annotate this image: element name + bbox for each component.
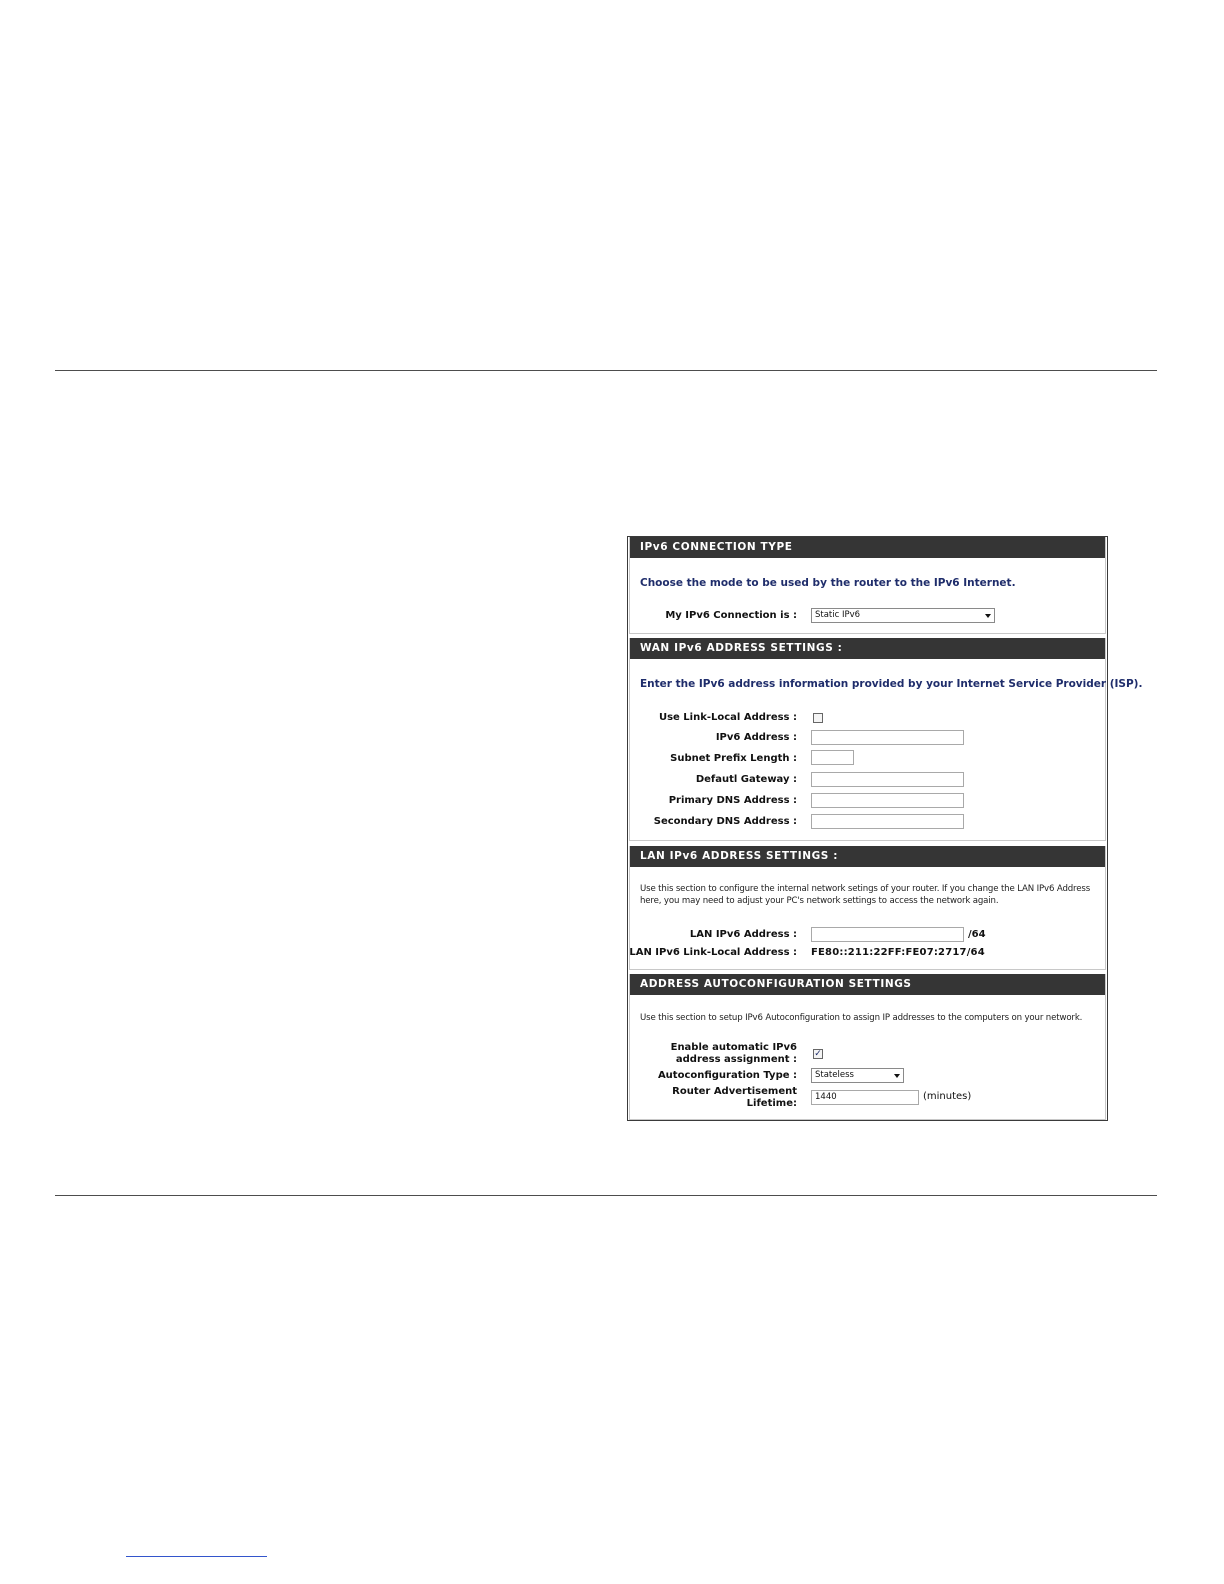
bottom-divider (55, 1195, 1157, 1196)
lan-link-local-label: LAN IPv6 Link-Local Address : (629, 947, 797, 958)
lan-address-label: LAN IPv6 Address : (689, 929, 797, 940)
enable-autoconfig-label-line1: Enable automatic IPv6 (670, 1042, 797, 1053)
secondary-dns-input[interactable] (811, 814, 964, 829)
autoconfig-settings-section (629, 974, 1106, 1120)
link-local-checkbox[interactable] (813, 713, 823, 723)
gateway-label: Defautl Gateway : (695, 774, 797, 785)
autoconfig-type-label: Autoconfiguration Type : (657, 1070, 797, 1081)
section-description: Use this section to configure the internal network setings of your router. If you change the LAN IPv6 Address here, you may need to adjust your PC's network settings to access the network again. (640, 884, 1091, 906)
section-intro: Choose the mode to be used by the router to the IPv6 Internet. (640, 577, 1016, 589)
ra-lifetime-input[interactable]: 1440 (811, 1090, 919, 1105)
ra-lifetime-label-line1: Router Advertisement (672, 1086, 797, 1097)
section-header: WAN IPv6 ADDRESS SETTINGS : (630, 638, 1105, 659)
chevron-down-icon (985, 614, 991, 618)
subnet-prefix-label: Subnet Prefix Length : (670, 753, 797, 764)
connection-type-value: Static IPv6 (815, 610, 861, 620)
connection-type-select[interactable] (811, 608, 995, 623)
ipv6-address-input[interactable] (811, 730, 964, 745)
ipv6-settings-panel (627, 536, 1143, 1121)
link-local-label: Use Link-Local Address : (658, 712, 797, 723)
primary-dns-label: Primary DNS Address : (668, 795, 797, 806)
lan-ipv6-settings-section (629, 846, 1106, 970)
section-header: LAN IPv6 ADDRESS SETTINGS : (630, 846, 1105, 867)
enable-autoconfig-label (671, 1042, 797, 1066)
subnet-prefix-input[interactable] (811, 750, 854, 765)
primary-dns-input[interactable] (811, 793, 964, 808)
section-header: ADDRESS AUTOCONFIGURATION SETTINGS (630, 974, 1105, 995)
footer-link-underline[interactable] (126, 1556, 267, 1557)
gateway-input[interactable] (811, 772, 964, 787)
lan-address-input[interactable] (811, 927, 964, 942)
ra-lifetime-label-line2: Lifetime: (746, 1098, 797, 1109)
chevron-down-icon (894, 1074, 900, 1078)
section-description: Use this section to setup IPv6 Autoconfiguration to assign IP addresses to the computers on your network. (640, 1013, 1083, 1023)
checkmark-icon: ✓ (814, 1049, 822, 1059)
section-intro: Enter the IPv6 address information provided by your Internet Service Provider (ISP). (640, 678, 1143, 690)
ipv6-address-label: IPv6 Address : (715, 732, 797, 743)
ra-lifetime-label (672, 1086, 797, 1110)
lan-link-local-value: FE80::211:22FF:FE07:2717/64 (811, 947, 985, 958)
ipv6-connection-type-section (629, 537, 1106, 634)
prefix-suffix: /64 (968, 929, 986, 940)
top-divider (55, 370, 1157, 371)
secondary-dns-label: Secondary DNS Address : (653, 816, 797, 827)
wan-ipv6-settings-section (629, 638, 1143, 841)
connection-type-label: My IPv6 Connection is : (665, 610, 797, 621)
autoconfig-type-value: Stateless (815, 1070, 854, 1080)
enable-autoconfig-label-line2: address assignment : (675, 1054, 797, 1065)
section-header: IPv6 CONNECTION TYPE (630, 537, 1105, 558)
enable-autoconfig-checkbox[interactable] (813, 1049, 823, 1059)
autoconfig-type-select[interactable] (811, 1068, 904, 1083)
lifetime-unit: (minutes) (923, 1091, 972, 1102)
